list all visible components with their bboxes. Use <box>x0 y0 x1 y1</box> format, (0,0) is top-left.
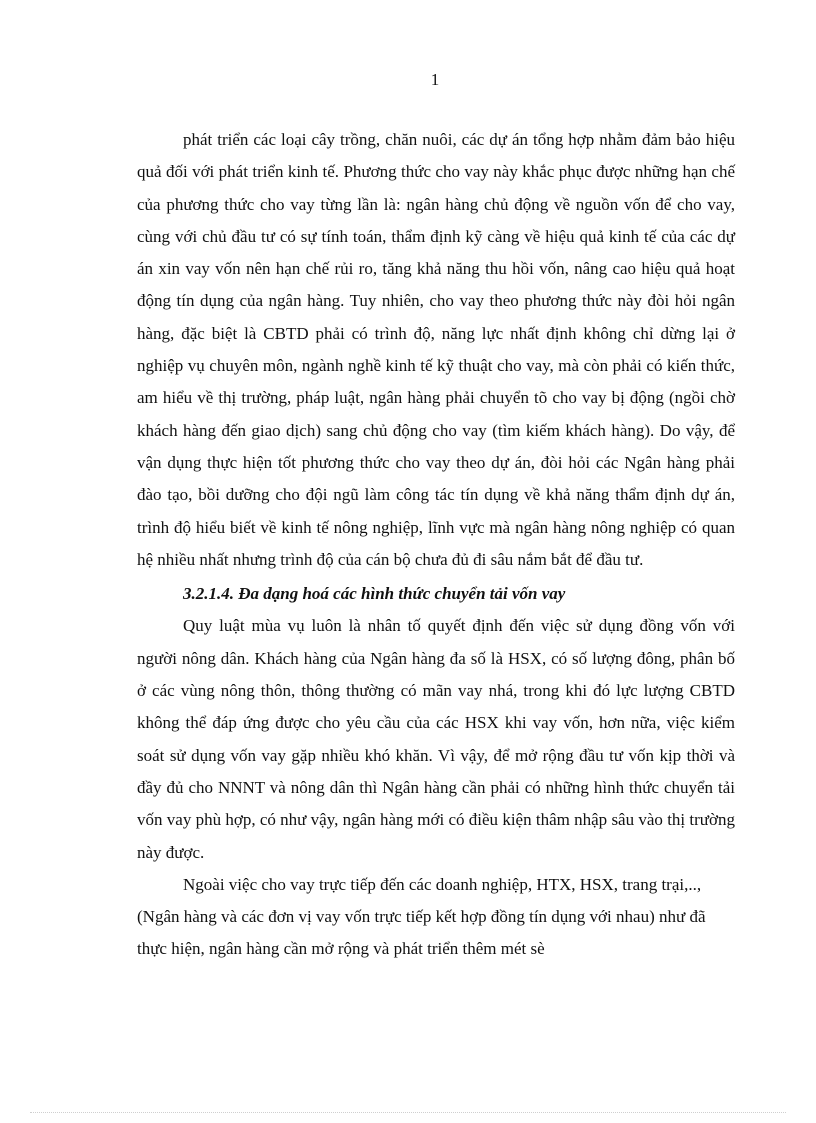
page-number: 1 <box>430 70 440 89</box>
section-heading: 3.2.1.4. Đa dạng hoá các hình thức chuyển tải vốn vay <box>183 584 566 604</box>
paragraph-direct-lending: Ngoài việc cho vay trực tiếp đến các doanh nghiệp, HTX, HSX, trang trại,.., (Ngân hàng và các đơn vị vay vốn trực tiếp kết hợp đồng tín dụng với nhau) như đã thực hiện, ngân hàng cần mở rộng và phát triển thêm mét sè <box>137 874 706 959</box>
paragraph-seasonal-rule: Quy luật mùa vụ luôn là nhân tố quyết định đến việc sử dụng đồng vốn với người nông dân. Khách hàng của Ngân hàng đa số là HSX, có số lượng đông, phân bố ở các vùng nông thôn, thông thường có mãn vay nhá, trong khi đó lực lượng CBTD không thể đáp ứng được cho yêu cầu của các HSX khi vay vốn, hơn nữa, việc kiểm soát sử dụng vốn vay gặp nhiều khó khăn. Vì vậy, để mở rộng đầu tư vốn kịp thời và đầy đủ cho NNNT và nông dân thì Ngân hàng cần phải có những hình thức chuyển tải vốn vay phù hợp, có như vậy, ngân hàng mới có điều kiện thâm nhập sâu vào thị trường này được. <box>137 616 735 862</box>
paragraph-loan-method: phát triển các loại cây trồng, chăn nuôi, các dự án tổng hợp nhằm đảm bảo hiệu quả đối với phát triển kinh tế. Phương thức cho vay này khắc phục được những hạn chế của phương thức cho vay từng lần là: ngân hàng chủ động về nguồn vốn để cho vay, cùng với chủ đầu tư có sự tính toán, thẩm định kỹ càng về hiệu quả kinh tế của các dự án xin vay vốn nên hạn chế rủi ro, tăng khả năng thu hồi vốn, nâng cao hiệu quả hoạt động tín dụng của ngân hàng. Tuy nhiên, cho vay theo phương thức này đòi hỏi ngân hàng, đặc biệt là CBTD phải có trình độ, năng lực nhất định không chỉ dừng lại ở nghiệp vụ chuyên môn, ngành nghề kinh tế kỹ thuật cho vay, mà còn phải có kiến thức, am hiểu về thị trường, pháp luật, ngân hàng phải chuyển tõ cho vay bị động (ngồi chờ khách hàng đến giao dịch) sang chủ động cho vay (tìm kiếm khách hàng). Do vậy, để vận dụng thực hiện tốt phương thức cho vay theo dự án, đòi hỏi các Ngân hàng phải đào tạo, bồi dưỡng cho đội ngũ làm công tác tín dụng về khả năng thẩm định dự án, trình độ hiểu biết về kinh tế nông nghiệp, lĩnh vực mà ngân hàng nông nghiệp có quan hệ nhiều nhất nhưng trình độ của cán bộ chưa đủ đi sâu nắm bắt để đầu tư. <box>137 130 735 569</box>
page-bottom-divider <box>30 1112 786 1113</box>
document-body <box>137 124 735 966</box>
